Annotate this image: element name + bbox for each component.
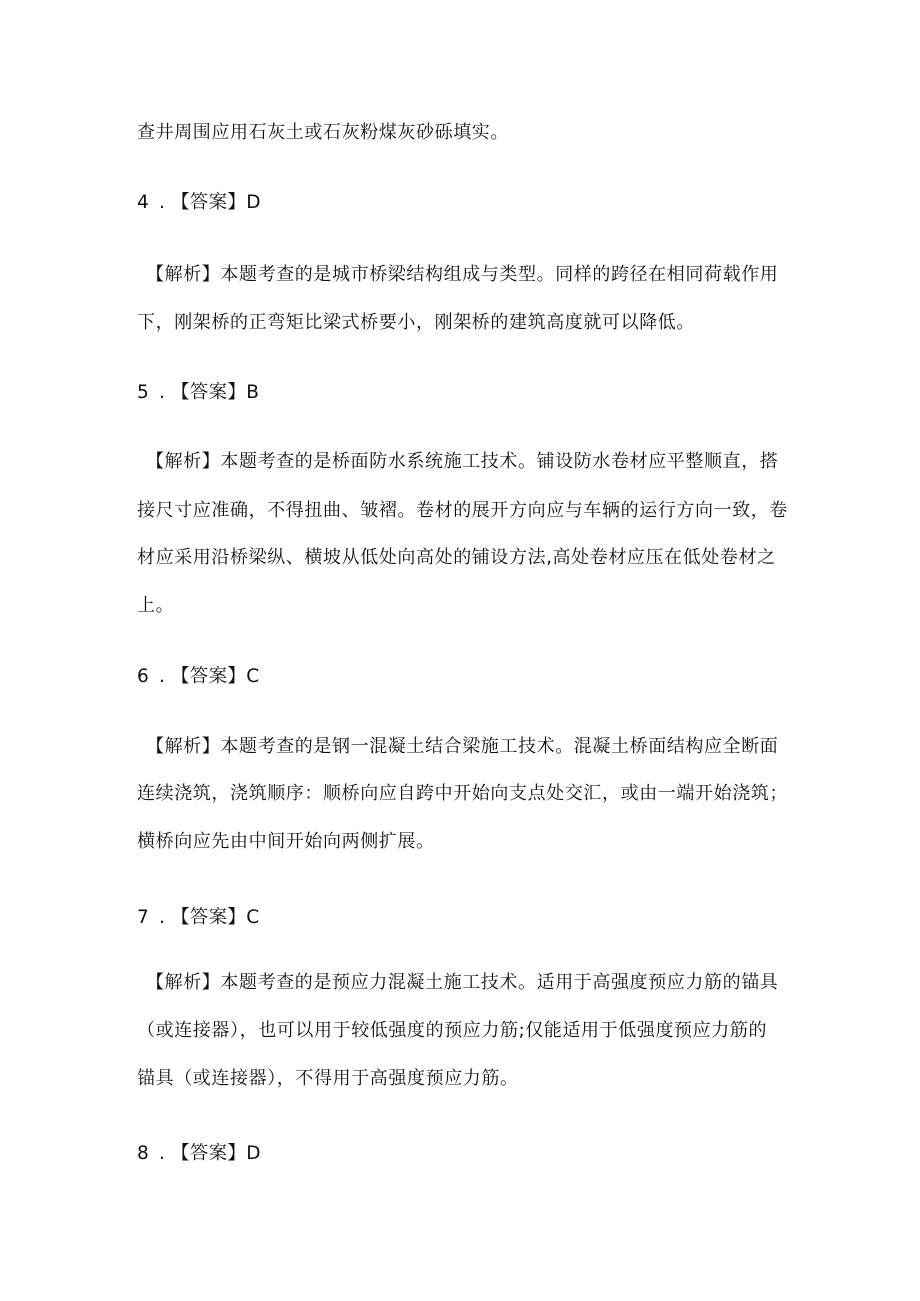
question-number: 7: [137, 907, 150, 928]
answer-heading-5: [137, 381, 259, 405]
analysis-line: 连续浇筑，浇筑顺序：顺桥向应自跨中开始向支点处交汇，或由一端开始浇筑；: [137, 783, 788, 804]
answer-label: 【答案】C: [171, 907, 260, 928]
number-dot: .: [159, 382, 166, 403]
number-dot: .: [159, 1143, 166, 1164]
number-dot: .: [159, 192, 166, 213]
answer-heading-6: [137, 665, 259, 689]
number-dot: .: [159, 666, 166, 687]
analysis-line: 【解析】本题考查的是城市桥梁结构组成与类型。同样的跨径在相同荷载作用: [146, 264, 779, 285]
question-number: 4: [137, 192, 150, 213]
analysis-line: 材应采用沿桥梁纵、横坡从低处向高处的铺设方法,高处卷材应压在低处卷材之: [137, 547, 776, 568]
analysis-line: （或连接器），也可以用于较低强度的预应力筋;仅能适用于低强度预应力筋的: [137, 1020, 768, 1041]
analysis-line: 横桥向应先由中间开始向两侧扩展。: [137, 831, 435, 852]
question-number: 5: [137, 382, 150, 403]
analysis-line: 【解析】本题考查的是桥面防水系统施工技术。铺设防水卷材应平整顺直，搭: [146, 451, 779, 472]
number-dot: .: [159, 907, 166, 928]
question-number: 8: [137, 1143, 150, 1164]
intro-line: 查井周围应用石灰土或石灰粉煤灰砂砾填实。: [137, 122, 509, 143]
analysis-line: 接尺寸应准确，不得扭曲、皱褶。卷材的展开方向应与车辆的运行方向一致，卷: [137, 500, 788, 521]
analysis-line: 【解析】本题考查的是钢一混凝土结合梁施工技术。混凝土桥面结构应全断面: [146, 736, 779, 757]
answer-heading-7: [137, 906, 259, 930]
analysis-line: 锚具（或连接器），不得用于高强度预应力筋。: [137, 1068, 519, 1089]
answer-label: 【答案】D: [171, 192, 261, 213]
answer-label: 【答案】D: [171, 1143, 261, 1164]
question-number: 6: [137, 666, 150, 687]
answer-heading-8: [137, 1142, 261, 1166]
analysis-line: 【解析】本题考查的是预应力混凝土施工技术。适用于高强度预应力筋的锚具: [146, 972, 779, 993]
answer-heading-4: [137, 191, 261, 215]
analysis-line: 下，刚架桥的正弯矩比梁式桥要小，刚架桥的建筑高度就可以降低。: [137, 312, 695, 333]
answer-label: 【答案】B: [171, 382, 260, 403]
answer-label: 【答案】C: [171, 666, 260, 687]
analysis-line: 上。: [137, 595, 175, 616]
